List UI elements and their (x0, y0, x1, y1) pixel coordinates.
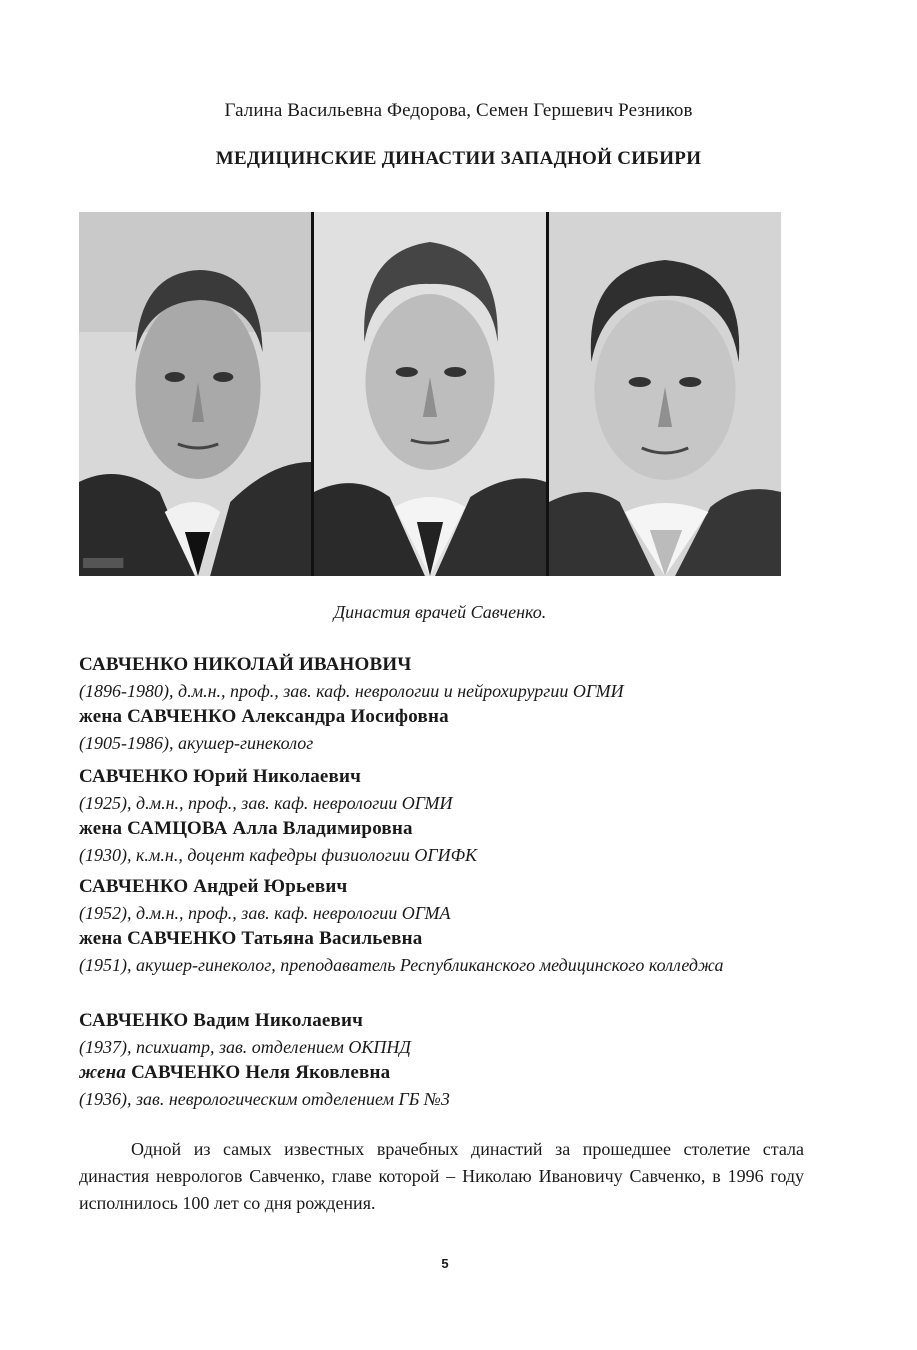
entry-name: САВЧЕНКО НИКОЛАЙ ИВАНОВИЧ (79, 654, 412, 675)
entry-4 (79, 1008, 819, 1112)
entry-name: САВЧЕНКО Юрий Николаевич (79, 766, 362, 787)
entry-3 (79, 874, 819, 978)
portrait-photo-2 (314, 212, 546, 576)
spouse-name: САВЧЕНКО Татьяна Васильевна (127, 928, 423, 949)
spouse-role: жена (79, 1062, 127, 1083)
body-paragraph: Одной из самых известных врачебных династий за прошедшее столетие стала династия неврологов Савченко, главе которой – Николаю Ивановичу Савченко, в 1996 году исполнилось 100 лет со дня рождения. (79, 1139, 804, 1213)
document-title: МЕДИЦИНСКИЕ ДИНАСТИИ ЗАПАДНОЙ СИБИРИ (215, 148, 702, 169)
spouse-name: САВЧЕНКО Александра Иосифовна (127, 706, 449, 727)
portrait-photo-3 (549, 212, 781, 576)
entry-details: (1896-1980), д.м.н., проф., зав. каф. неврологии и нейрохирургии ОГМИ (79, 681, 624, 701)
entry-2 (79, 764, 819, 868)
entry-details: (1952), д.м.н., проф., зав. каф. неврологии ОГМА (79, 903, 451, 923)
spouse-line (79, 816, 819, 842)
authors-line: Галина Васильевна Федорова, Семен Гершевич Резников (224, 100, 693, 121)
spouse-details: (1936), зав. неврологическим отделением ГБ №3 (79, 1089, 450, 1109)
spouse-role: жена (79, 706, 123, 727)
entry-name: САВЧЕНКО Андрей Юрьевич (79, 876, 348, 897)
spouse-line (79, 926, 819, 952)
spouse-name: САВЧЕНКО Неля Яковлевна (131, 1062, 391, 1083)
entry-details: (1937), психиатр, зав. отделением ОКПНД (79, 1037, 411, 1057)
spouse-name: САМЦОВА Алла Владимировна (127, 818, 413, 839)
spouse-details: (1905-1986), акушер-гинеколог (79, 733, 314, 753)
entry-name: САВЧЕНКО Вадим Николаевич (79, 1010, 364, 1031)
spouse-details: (1951), акушер-гинеколог, преподаватель Республиканского медицинского колледжа (79, 955, 724, 975)
spouse-role: жена (79, 928, 123, 949)
photo-strip (79, 212, 781, 576)
portrait-photo-1 (79, 212, 311, 576)
figure-caption: Династия врачей Савченко. (333, 602, 547, 622)
entry-1 (79, 652, 819, 756)
spouse-line (79, 1060, 819, 1086)
spouse-role: жена (79, 818, 123, 839)
page-number: 5 (441, 1256, 449, 1271)
spouse-line (79, 704, 819, 730)
spouse-details: (1930), к.м.н., доцент кафедры физиологии ОГИФК (79, 845, 477, 865)
entry-details: (1925), д.м.н., проф., зав. каф. неврологии ОГМИ (79, 793, 453, 813)
